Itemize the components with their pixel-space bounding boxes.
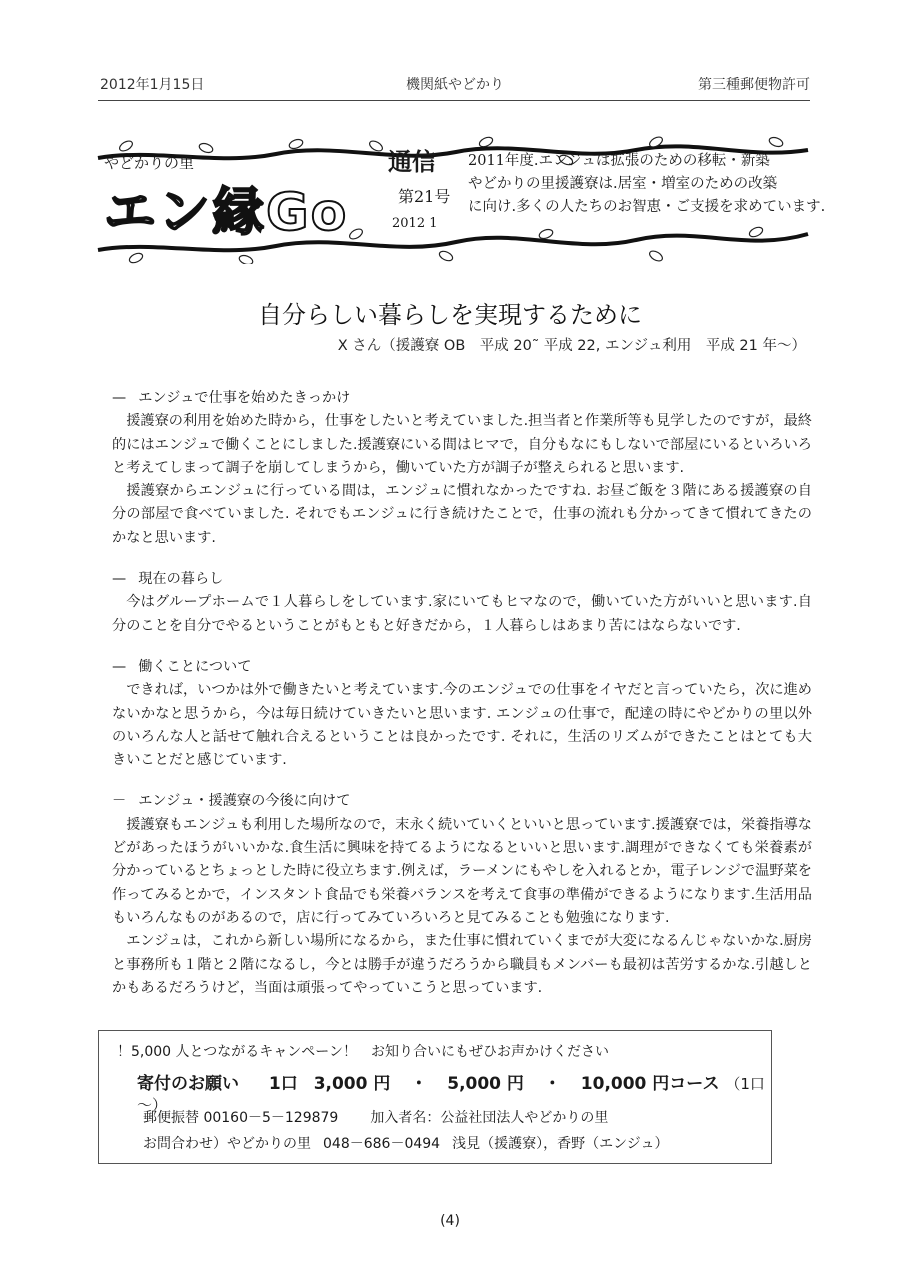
- unit-label: 1口: [268, 1074, 298, 1094]
- account-name: 加入者名：公益社団法人やどかりの里: [370, 1110, 609, 1126]
- issue-date: 2012年1月15日: [100, 77, 205, 93]
- heading-dash: —: [112, 390, 127, 406]
- page-header: [100, 74, 810, 98]
- banner-notice: [468, 150, 826, 219]
- section-heading: [112, 790, 812, 813]
- postal-transfer-line: [143, 1107, 608, 1127]
- heading-text: エンジュで仕事を始めたきっかけ: [138, 390, 351, 406]
- contact-persons: 浅見（援護寮），香野（エンジュ）: [452, 1136, 669, 1152]
- section-heading: [112, 656, 812, 679]
- banner-notice-line: やどかりの里援護寮は.居室・増室のための改築: [468, 176, 778, 192]
- postal-transfer-number: 郵便振替 00160－5－129879: [143, 1110, 339, 1126]
- separator: ・: [410, 1074, 428, 1094]
- page-number: (4): [440, 1213, 460, 1229]
- section-heading: [112, 568, 812, 591]
- contact-line: [143, 1133, 668, 1153]
- paragraph: 援護寮もエンジュも利用した場所なので，末永く続いていくといいと思っています.援護寮では，栄養指導などがあったほうがいいかな.食生活に興味を持てるようになるといいと思います.調理ができなくても栄養素が分かっているとちょっとした時に役立ちます.例えば，ラーメンにもやしを入れるとか，電子レンジで温野菜を作ってみるとかで，インスタント食品でも栄養バランスを考えて食事の準備ができるようになります.生活用品もいろんなものがあるので，店に行ってみていろいろと見てみることも勉強になります.: [112, 816, 812, 926]
- banner-notice-line: に向け.多くの人たちのお智恵・ご支援を求めています.: [468, 199, 826, 215]
- newsletter-banner: [96, 136, 826, 264]
- postal-permit: 第三種郵便物許可: [698, 77, 810, 93]
- paragraph: できれば，いつかは外で働きたいと考えています.今のエンジュでの仕事をイヤだと言っていたら，次に進めないかなと思うから，今は毎日続けていきたいと思います. エンジュの仕事で，配達の時にやどかりの里以外のいろんな人と話せて触れ合えるということは良かったです. それに，生活のリズムができたことはとても大きいことだと感じています.: [112, 682, 812, 769]
- article-body: [112, 387, 812, 1018]
- amount-5000: 5,000 円: [447, 1074, 524, 1094]
- banner-tsushin: 通信: [388, 147, 436, 176]
- banner-issue-number: 第21号: [398, 187, 451, 206]
- section-heading: [112, 387, 812, 410]
- paragraph: エンジュは，これから新しい場所になるから，また仕事に慣れていくまでが大変になるんじゃないかな.厨房と事務所も１階と２階になるし，今とは勝手が違うだろうから職員もメンバーも最初は苦労するかな.引越しとかもあるだろうけど，当面は頑張ってやっていこうと思っています.: [112, 933, 812, 996]
- newspaper-name: 機関紙やどかり: [406, 77, 504, 93]
- banner-notice-line: 2011年度.エンジュは拡張のための移転・新築: [468, 153, 770, 169]
- banner-publisher: やどかりの里: [104, 154, 195, 172]
- paragraph: 援護寮からエンジュに行っている間は，エンジュに慣れなかったですね. お昼ご飯を３階にある援護寮の自分の部屋で食べていました. それでもエンジュに行き続けたことで，仕事の流れも分かってきて慣れてきたのかなと思います.: [112, 483, 812, 546]
- heading-dash: —: [112, 658, 127, 675]
- phone-number: 048－686－0494: [323, 1136, 441, 1152]
- campaign-headline: ！5,000 人とつながるキャンペーン！ お知り合いにもぜひお声かけください: [117, 1044, 609, 1060]
- amount-3000: 3,000 円: [313, 1074, 391, 1094]
- banner-logo: エン縁Go: [104, 183, 349, 243]
- header-divider: [98, 100, 810, 101]
- donation-label: 寄付のお願い: [137, 1074, 239, 1094]
- paragraph: 援護寮の利用を始めた時から，仕事をしたいと考えていました.担当者と作業所等も見学したのですが，最終的にはエンジュで働くことにしました.援護寮にいる間はヒマで，自分もなにもしないで部屋にいるといろいろと考えてしまって調子を崩してしまうから，働いていた方が調子が整えられると思います.: [112, 413, 812, 476]
- heading-text: 働くことについて: [138, 658, 252, 675]
- heading-dash: —: [112, 571, 127, 588]
- article-subtitle: X さん（援護寮 OB 平成 20˜ 平成 22, エンジュ利用 平成 21 年～）: [337, 338, 806, 354]
- section-how-started: [112, 387, 812, 550]
- separator: ・: [543, 1074, 561, 1094]
- per-unit-note: （1口～）: [137, 1075, 765, 1114]
- banner-issue-date: 2012 1: [392, 216, 438, 231]
- heading-dash: －: [112, 793, 127, 810]
- section-future: [112, 790, 812, 1000]
- contact-label: お問合わせ）やどかりの里: [143, 1136, 311, 1152]
- heading-text: 現在の暮らし: [138, 571, 224, 588]
- paragraph: 今はグループホームで１人暮らしをしています.家にいてもヒマなので，働いていた方がいいと思います.自分のことを自分でやるということがもともと好きだから，１人暮らしはあまり苦にはならないです.: [112, 594, 812, 634]
- amount-10000-course: 10,000 円コース: [580, 1074, 720, 1094]
- article-title: 自分らしい暮らしを実現するために: [258, 301, 642, 329]
- donation-campaign-box: [98, 1030, 772, 1164]
- section-current-life: [112, 568, 812, 638]
- section-about-working: [112, 656, 812, 772]
- heading-text: エンジュ・援護寮の今後に向けて: [138, 793, 351, 810]
